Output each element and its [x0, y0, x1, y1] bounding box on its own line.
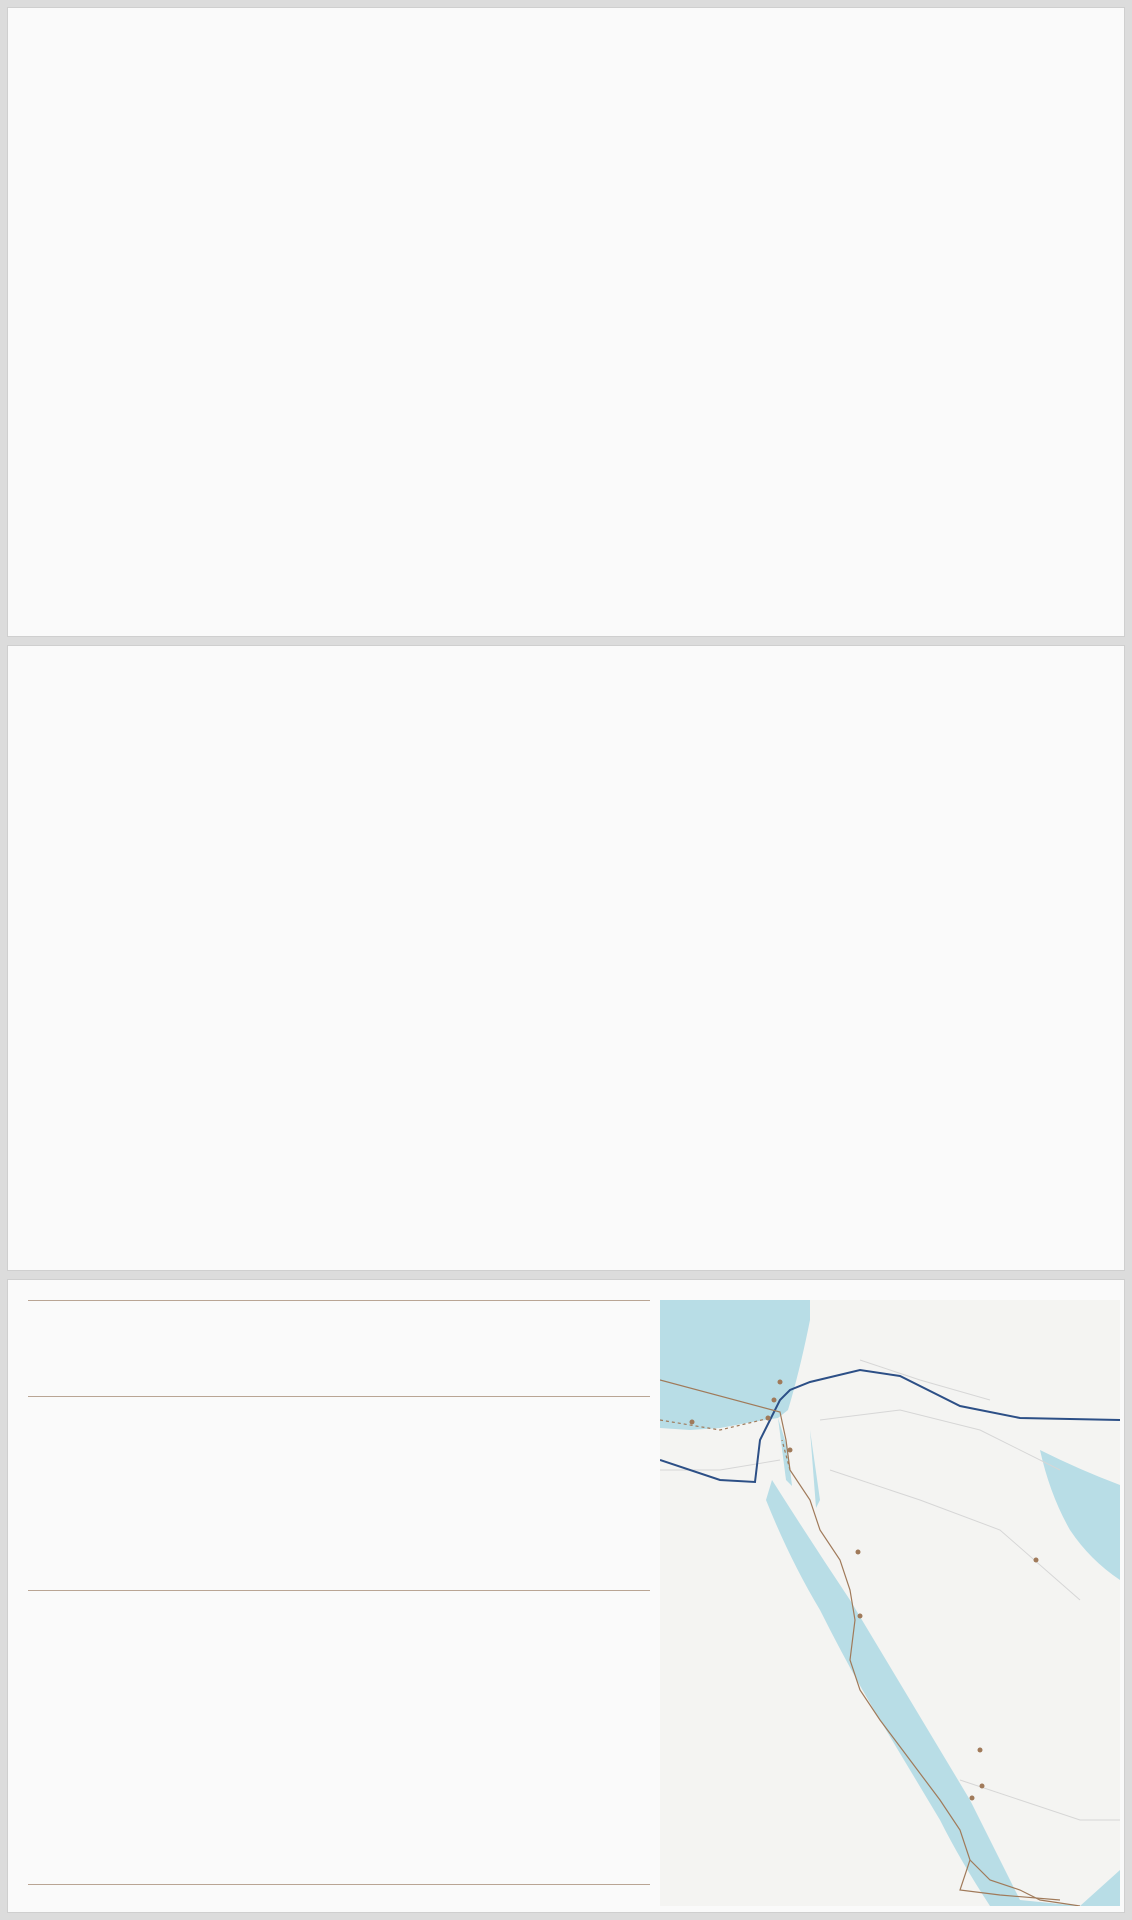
slide-title [8, 8, 1124, 636]
opportunity-text [178, 1606, 640, 1670]
trade-routes-map [660, 1300, 1120, 1906]
benefit-list [522, 716, 1118, 727]
divider [28, 1396, 650, 1397]
divider [28, 1590, 650, 1591]
futuristic-city-illustration [611, 8, 1124, 636]
slide-overview [8, 646, 1124, 1270]
divider [28, 1884, 650, 1885]
futuristic-city-illustration [8, 646, 514, 1270]
slide-goal-risk-opportunity [8, 1280, 1124, 1912]
divider [28, 1300, 650, 1301]
